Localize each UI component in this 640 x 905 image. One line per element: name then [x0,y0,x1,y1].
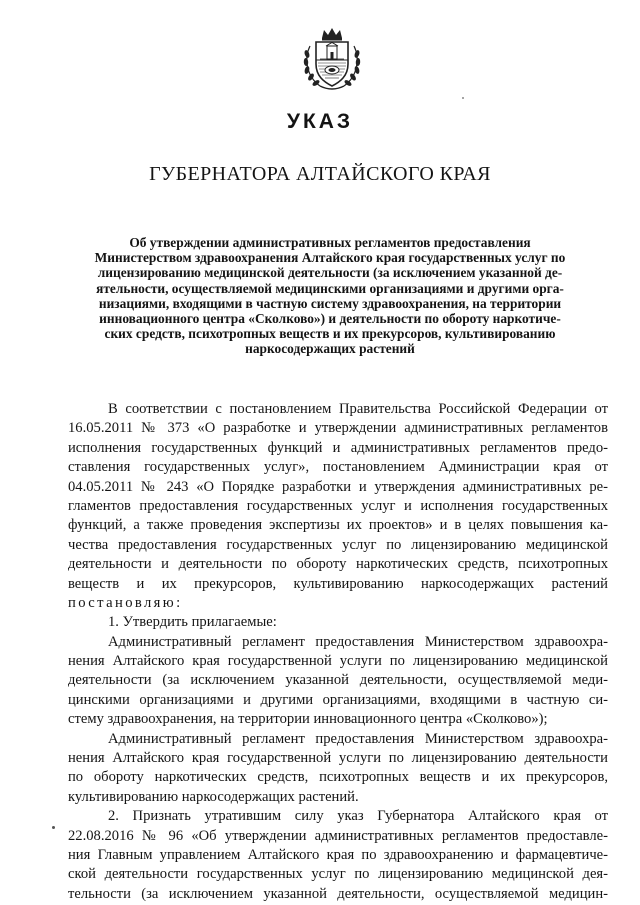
body-line: 04.05.2011 № 243 «О Порядке разработки и утверждения административных ре- [68,478,608,495]
body-line: нения Алтайского края государственной услуги по лицензированию деятельности [68,750,608,767]
body-line: 16.05.2011 № 373 «О разработке и утверждении административных регламентов [68,420,608,437]
document-title [72,235,588,357]
body-line: 1. Утвердить прилагаемые: [108,614,277,631]
title-line: Об утверждении административных регламентов предоставления [129,235,531,250]
body-line-decree: постановляю: [68,594,183,611]
body-line: 2. Признать утратившим силу указ Губернатора Алтайского края от [108,808,608,825]
body-line: Административный регламент предоставления Министерством здравоохра- [108,633,608,650]
body-line: нения Алтайского края государственной услуги по лицензированию медицинской [68,653,608,670]
issuer-heading: ГУБЕРНАТОРА АЛТАЙСКОГО КРАЯ [149,163,491,185]
title-line: низациями, входящими в частную систему здравоохранения, на территории [98,295,562,311]
body-line: В соответствии с постановлением Правительства Российской Федерации от [108,401,608,417]
body-line: ставления государственных услуг», постановлением Администрации края от [68,459,608,476]
altai-krai-coat-of-arms-icon [296,24,368,94]
scan-speck [462,97,464,99]
document-body [68,400,608,904]
body-line: ния Главным управлением Алтайского края по здравоохранению и фармацевтиче- [68,846,608,863]
title-line: лицензированию медицинской деятельности (за исключением указанной де- [97,265,563,281]
body-line: стему здравоохранения, на территории инновационного центра «Сколково»); [68,711,548,728]
document-type-heading: УКАЗ [286,110,354,133]
body-line: деятельности (за исключением указанной деятельности, осуществляемой меди- [68,672,608,689]
body-line: по обороту наркотических средств, психотропных веществ и их прекурсоров, [68,769,608,786]
body-line: культивированию наркосодержащих растений. [68,788,359,805]
body-line: исполнения государственных функций и административных регламентов предо- [68,439,608,456]
body-line: Административный регламент предоставления Министерством здравоохра- [108,730,608,747]
body-line: тельности (за исключением указанной деятельности, осуществляемой медицин- [68,885,608,902]
title-line: Министерством здравоохранения Алтайского края государственных услуг по [94,250,566,266]
body-line: функций, а также проведения экспертизы их проектов» и в целях повышения ка- [68,517,608,534]
body-line: веществ и их прекурсоров, культивированию наркосодержащих растений [68,575,608,592]
title-line: ских средств, психотропных веществ и их прекурсоров, культивированию [104,326,556,342]
body-line: 22.08.2016 № 96 «Об утверждении административных регламентов предоставле- [68,827,608,844]
title-line: наркосодержащих растений [245,341,415,357]
body-line: чества предоставления государственных услуг по лицензированию медицинской [68,536,608,553]
body-line: ской деятельности государственных услуг по лицензированию медицинской дея- [68,866,608,883]
body-line: гламентов предоставления государственных услуг и исполнения государственных [68,497,608,514]
title-line: инновационного центра «Сколково») и деятельности по обороту наркотиче- [99,311,561,327]
title-line: ятельности, осуществляемой медицинскими организациями и другими орга- [96,280,564,296]
body-line: цинскими организациями и другими организациями, входящими в частную си- [68,691,608,708]
body-line: деятельности и деятельности по обороту наркотических средств, психотропных [68,556,608,573]
scan-speck [52,826,55,829]
